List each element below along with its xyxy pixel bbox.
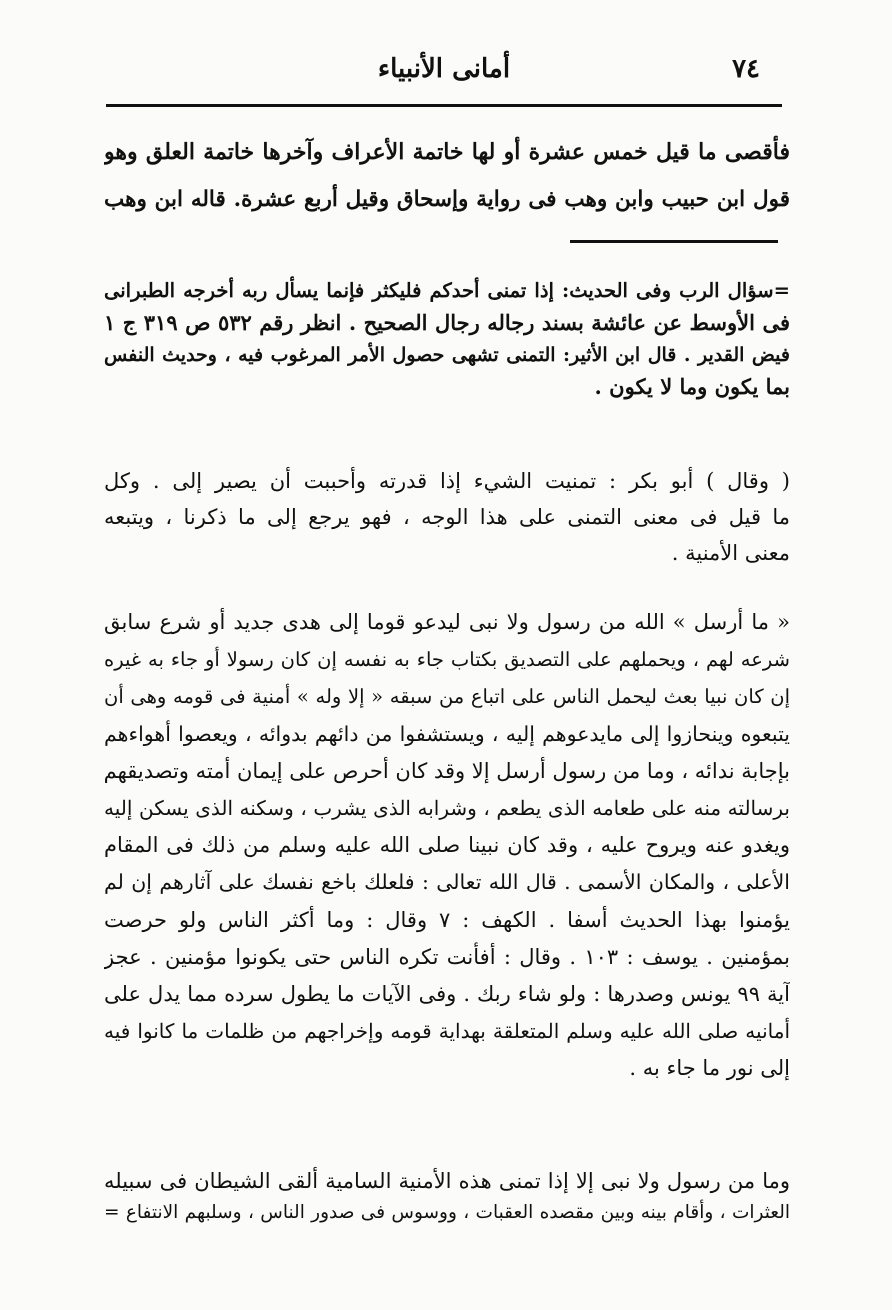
footnote-line: معنى الأمنية . xyxy=(671,541,790,565)
footnote-line: شرعه لهم ، ويحملهم على التصديق بكتاب جاء به نفسه إن كان رسولا أو جاء به غيره xyxy=(104,648,790,672)
footnote-line: بما يكون وما لا يكون . xyxy=(594,374,790,399)
footnote-line: أمانيه صلى الله عليه وسلم المتعلقة بهداية قومه وإخراجهم من ظلمات ما كانوا فيه xyxy=(104,1019,790,1044)
footnote-line: آية ٩٩ يونس وصدرها : ولو شاء ربك . وفى الآيات ما يطول سرده مما يدل على xyxy=(104,982,790,1007)
footnote-line: ( وقال ) أبو بكر : تمنيت الشيء إذا قدرته وأحببت أن يصير إلى . وكل xyxy=(104,469,790,493)
footnote-line: العثرات ، وأقام بينه وبين مقصده العقبات ، ووسوس فى صدور الناس ، وسلبهم الانتفاع = xyxy=(104,1202,790,1223)
footnote-line: إن كان نبيا بعث ليحمل الناس على اتباع من سبقه « إلا وله » أمنية فى قومه وهى أن xyxy=(104,685,790,709)
footnote-line: يؤمنوا بهذا الحديث أسفا . الكهف : ٧ وقال : وما أكثر الناس ولو حرصت xyxy=(104,907,790,932)
main-text-line: فأقصى ما قيل خمس عشرة أو لها خاتمة الأعراف وآخرها خاتمة العلق وهو xyxy=(104,139,790,165)
footnote-line: ما قيل فى معنى التمنى على هذا الوجه ، فهو يرجع إلى ما ذكرنا ، ويتبعه xyxy=(104,505,790,529)
footnote-line: يتبعوه وينحازوا إلى مايدعوهم إليه ، ويستشفوا من دائهم بدوائه ، ويعصوا أهواءهم xyxy=(104,721,790,746)
footnote-line: وما من رسول ولا نبى إلا إذا تمنى هذه الأمنية السامية ألقى الشيطان فى سبيله xyxy=(104,1169,790,1193)
footnote-line: « ما أرسل » الله من رسول ولا نبى ليدعو قوما إلى هدى جديد أو شرع سابق xyxy=(104,610,790,634)
footnote-line: الأعلى ، والمكان الأسمى . قال الله تعالى : فلعلك باخع نفسك على آثارهم إن لم xyxy=(104,870,790,895)
footnote-line: بمؤمنين . يوسف : ١٠٣ . وقال : أفأنت تكره الناس حتى يكونوا مؤمنين . عجز xyxy=(104,944,790,969)
page-header xyxy=(108,50,780,90)
footnote-paragraph xyxy=(104,1165,790,1229)
footnote-line: فى الأوسط عن عائشة بسند رجاله رجال الصحيح . انظر رقم ٥٣٢ ص ٣١٩ ج ١ xyxy=(104,310,790,335)
running-title: أمانى الأنبياء xyxy=(377,54,511,84)
page-number: ٧٤ xyxy=(732,54,760,84)
footnote-separator xyxy=(570,240,778,243)
footnote-paragraph xyxy=(104,604,790,1088)
footnote-line: إلى نور ما جاء به . xyxy=(629,1056,790,1081)
footnote-line: فيض القدير . قال ابن الأثير: التمنى تشهى حصول الأمر المرغوب فيه ، وحديث النفس xyxy=(104,344,790,366)
footnote-paragraph xyxy=(104,463,790,571)
footnote-line: ويغدو عنه ويروح عليه ، وقد كان نبينا صلى الله عليه وسلم من ذلك فى المقام xyxy=(104,833,790,858)
header-rule xyxy=(106,104,782,107)
footnote-line: برسالته منه على طعامه الذى يطعم ، وشرابه الذى يشرب ، وسكنه الذى يسكن إليه xyxy=(104,796,790,821)
main-text-line: قول ابن حبيب وابن وهب فى رواية وإسحاق وقيل أربع عشرة. قاله ابن وهب xyxy=(104,187,790,212)
footnote-line: =سؤال الرب وفى الحديث: إذا تمنى أحدكم فليكثر فإنما يسأل ربه أخرجه الطبرانى xyxy=(104,279,790,302)
footnote-paragraph xyxy=(104,275,790,403)
footnote-line: بإجابة ندائه ، وما من رسول أرسل إلا وقد كان أحرص على إيمان أمته وتصديقهم xyxy=(104,758,790,783)
main-text xyxy=(104,128,790,224)
